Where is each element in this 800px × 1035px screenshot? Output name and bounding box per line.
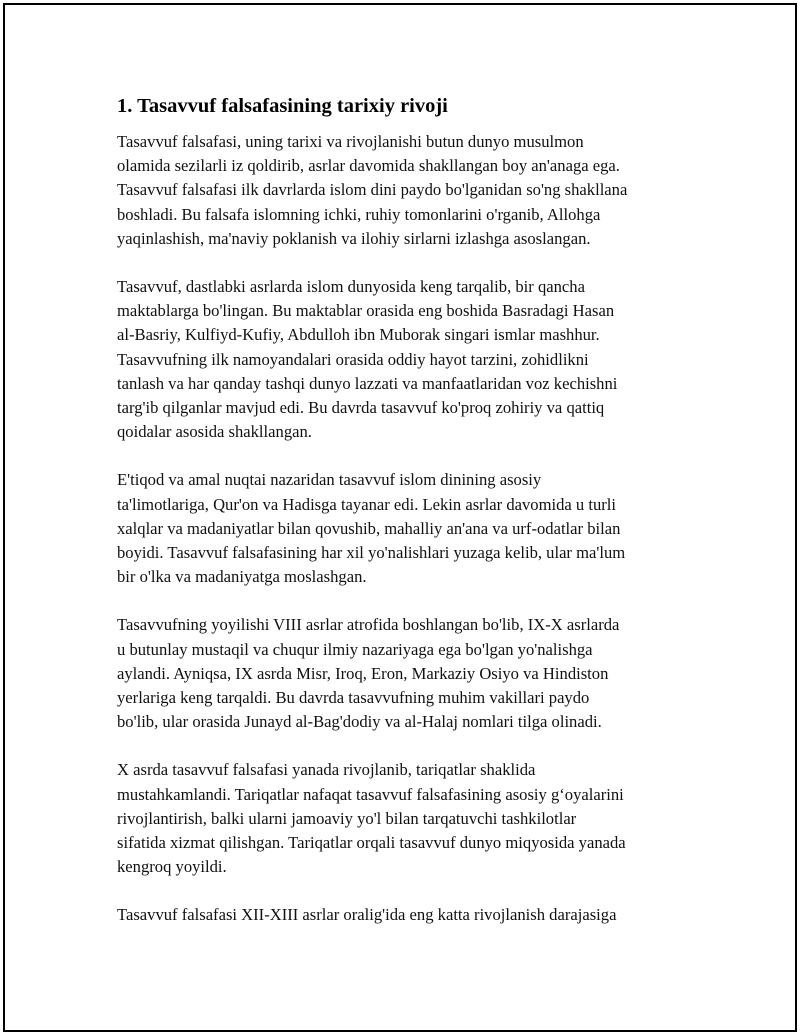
paragraph-4: Tasavvufning yoyilishi VIII asrlar atrofida boshlangan bo'lib, IX-X asrlarda u butunlay mustaqil va chuqur ilmiy nazariyaga ega bo'lgan yo'nalishga aylandi. Ayniqsa, IX asrda Misr, Iroq, Eron, Markaziy Osiyo va Hindiston yerlariga keng tarqaldi. Bu davrda tasavvufning muhim vakillari paydo bo'lib, ular orasida Junayd al-Bag'dodiy va al-Halaj nomlari tilga olinadi. (117, 615, 620, 732)
paragraph-3: E'tiqod va amal nuqtai nazaridan tasavvuf islom dinining asosiy ta'limotlariga, Qur'on va Hadisga tayanar edi. Lekin asrlar davomida u turli xalqlar va madaniyatlar bilan qovushib, mahalliy an'ana va urf-odatlar bilan boyidi. Tasavvuf falsafasining har xil yo'nalishlari yuzaga kelib, ular ma'lum bir o'lka va madaniyatga moslashgan. (117, 470, 626, 587)
paragraph-6: Tasavvuf falsafasi XII-XIII asrlar oralig'ida eng katta rivojlanish darajasiga (117, 905, 617, 925)
paragraph-2: Tasavvuf, dastlabki asrlarda islom dunyosida keng tarqalib, bir qancha maktablarga bo'lingan. Bu maktablar orasida eng boshida Basradagi Hasan al-Basriy, Kulfiyd-Kufiy, Abdulloh ibn Muborak singari ismlar mashhur. Tasavvufning ilk namoyandalari orasida oddiy hayot tarzini, zohidlikni tanlash va har qanday tashqi dunyo lazzati va manfaatlaridan voz kechishni targ'ib qilganlar mavjud edi. Bu davrda tasavvuf ko'proq zohiriy va qattiq qoidalar asosida shakllangan. (117, 277, 618, 442)
document-body (117, 93, 697, 952)
paragraph-5: X asrda tasavvuf falsafasi yanada rivojlanib, tariqatlar shaklida mustahkamlandi. Tariqatlar nafaqat tasavvuf falsafasining asosiy g‘oyalarini rivojlantirish, balki ularni jamoaviy yo'l bilan tarqatuvchi tashkilotlar sifatida xizmat qilishgan. Tariqatlar orqali tasavvuf dunyo miqyosida yanada kengroq yoyildi. (117, 760, 626, 877)
paragraph-1: Tasavvuf falsafasi, uning tarixi va rivojlanishi butun dunyo musulmon olamida sezilarli iz qoldirib, asrlar davomida shakllangan boy an'anaga ega. Tasavvuf falsafasi ilk davrlarda islom dini paydo bo'lganidan so'ng shakllana boshladi. Bu falsafa islomning ichki, ruhiy tomonlarini o'rganib, Allohga yaqinlashish, ma'naviy poklanish va ilohiy sirlarni izlashga asoslangan. (117, 132, 628, 248)
section-heading: 1. Tasavvuf falsafasining tarixiy rivoji (117, 95, 448, 117)
